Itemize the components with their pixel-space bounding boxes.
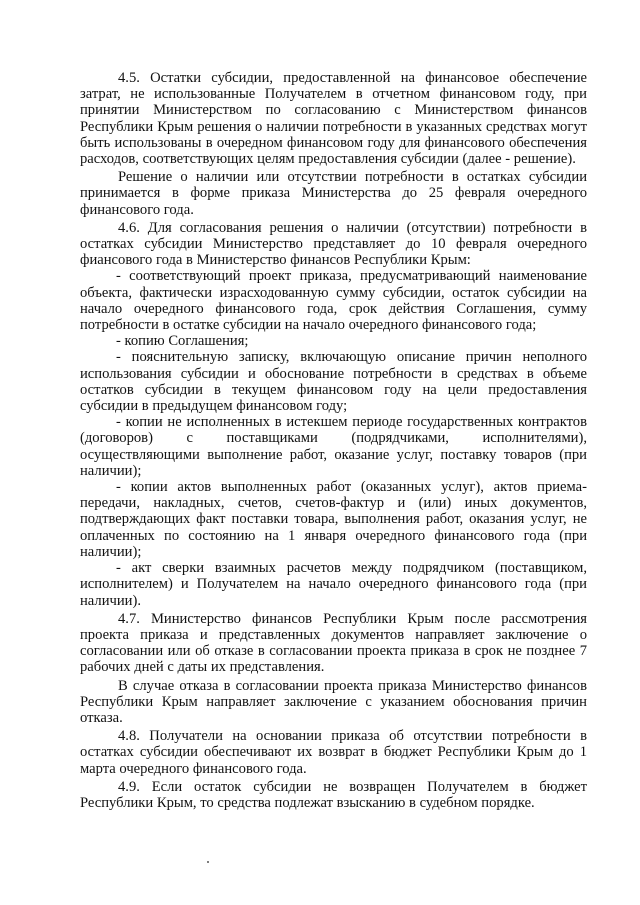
paragraph-4-6: 4.6. Для согласования решения о наличии (отсутствии) потребности в остатках субсидии Министерство представляет до 10 февраля очередного фиансового года в Министерство финансов Республики Крым: xyxy=(80,219,587,269)
list-item-draft-order: - соответствующий проект приказа, предусматривающий наименование объекта, фактически израсходованную сумму субсидии, остаток субсидии на начало очередного финансового года, срок действия Соглашения, сумму потребности в остатке субсидии на начало очередного финансового года; xyxy=(80,268,587,334)
list-item-contract-copies: - копии не исполненных в истекшем периоде государственных контрактов (договоров) с поставщиками (подрядчиками, исполнителями), осуществляющими выполнение работ, оказание услуг, поставку товаров (при наличии); xyxy=(80,414,587,479)
paragraph-4-5: 4.5. Остатки субсидии, предоставленной на финансовое обеспечение затрат, не использованные Получателем в отчетном финансовом году, при принятии Министерством по согласованию с Министерством финансов Республики Крым решения о наличии потребности в указанных средствах могут быть использованы в очередном финансовом году для финансового обеспечения расходов, соответствующих целям предоставления субсидии (далее - решение). xyxy=(80,70,587,168)
scan-speck xyxy=(207,861,209,863)
list-item-agreement-copy: - копию Соглашения; xyxy=(116,333,249,350)
paragraph-4-9: 4.9. Если остаток субсидии не возвращен Получателем в бюджет Республики Крым, то средства подлежат взысканию в судебном порядке. xyxy=(80,778,587,811)
list-item-reconciliation-act: - акт сверки взаимных расчетов между подрядчиком (поставщиком, исполнителем) и Получателем на начало очередного финансового года (при наличии). xyxy=(80,560,587,609)
paragraph-4-8: 4.8. Получатели на основании приказа об отсутствии потребности в остатках субсидии обеспечивают их возврат в бюджет Республики Крым до 1 марта очередного финансового года. xyxy=(80,728,587,777)
list-item-acts-copies: - копии актов выполненных работ (оказанных услуг), актов приема-передачи, накладных, счетов, счетов-фактур и (или) иных документов, подтверждающих факт поставки товара, выполнения работ, оказания услуг, не оплаченных по состоянию на 1 января очередного финансового года (при наличии); xyxy=(80,479,587,560)
list-item-explanatory-note: - пояснительную записку, включающую описание причин неполного использования субсидии и обоснование потребности в средствах в объеме остатков субсидии в текущем финансовом году на цели предоставления субсидии в предыдущем финансовом году; xyxy=(80,349,587,415)
document-page xyxy=(80,70,587,811)
paragraph-decision: Решение о наличии или отсутствии потребности в остатках субсидии принимается в форме приказа Министерства до 25 февраля очередного финансового года. xyxy=(80,169,587,218)
paragraph-refusal: В случае отказа в согласовании проекта приказа Министерство финансов Республики Крым направляет заключение с указанием обоснования причин отказа. xyxy=(80,677,587,726)
paragraph-4-7: 4.7. Министерство финансов Республики Крым после рассмотрения проекта приказа и представленных документов направляет заключение о согласовании или об отказе в согласовании проекта приказа в срок не позднее 7 рабочих дней с даты их представления. xyxy=(80,610,587,676)
